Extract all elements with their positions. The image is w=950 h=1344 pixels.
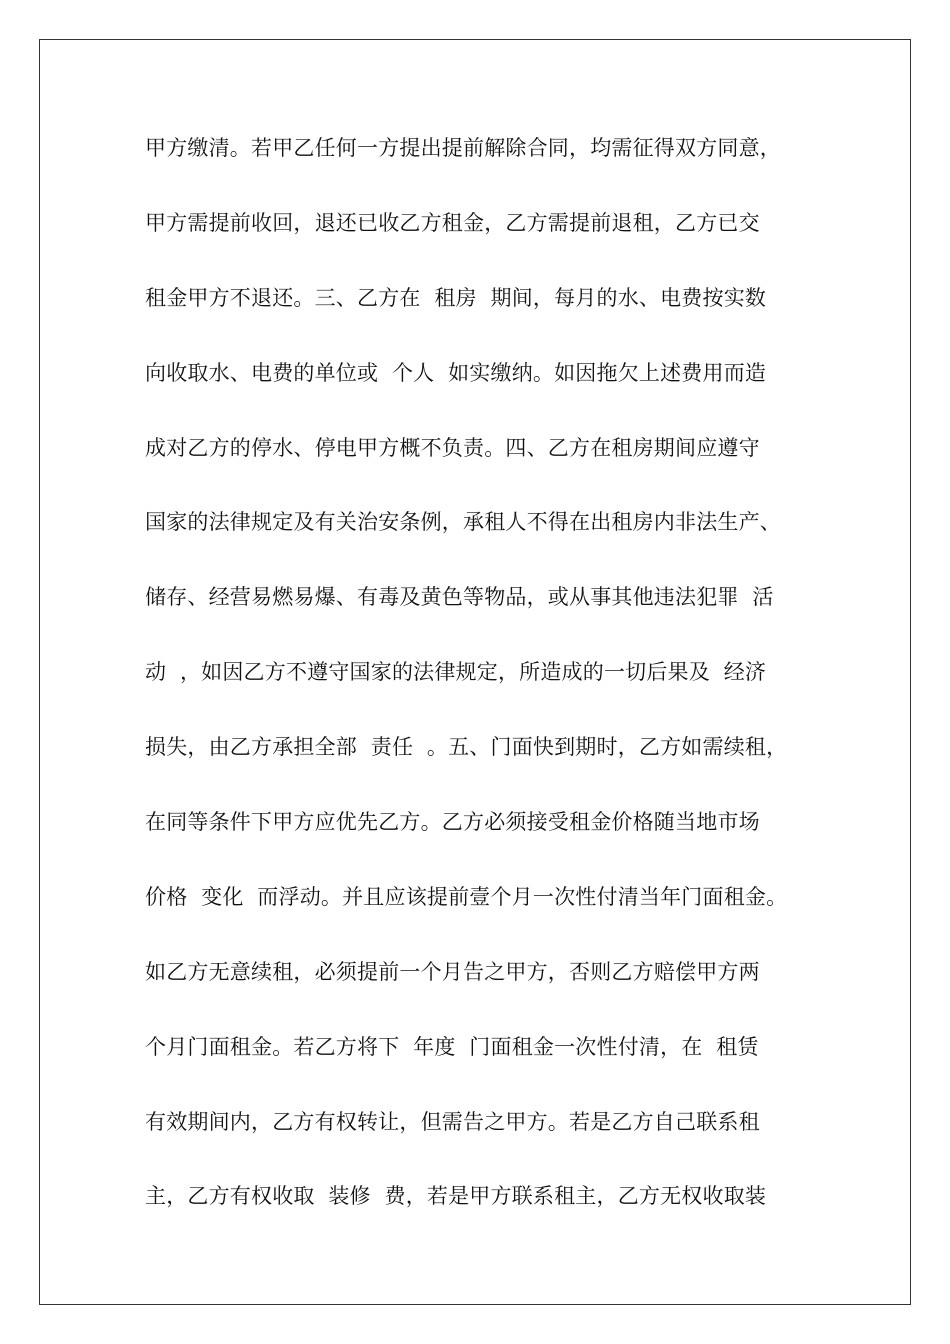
text-line: 如乙方无意续租，必须提前一个月告之甲方，否则乙方赔偿甲方两	[145, 959, 760, 984]
contract-text	[145, 128, 825, 1251]
text-line: 租金甲方不退还。三、乙方在 租房 期间，每月的水、电费按实数	[145, 285, 767, 310]
text-line: 储存、经营易燃易爆、有毒及黄色等物品，或从事其他违法犯罪 活	[145, 585, 774, 610]
text-line: 损失，由乙方承担全部 责任 。五、门面快到期时，乙方如需续租，	[145, 735, 788, 760]
text-line: 甲方需提前收回，退还已收乙方租金，乙方需提前退租，乙方已交	[145, 210, 760, 235]
text-line: 国家的法律规定及有关治安条例，承租人不得在出租房内非法生产、	[145, 510, 781, 535]
text-line: 个月门面租金。若乙方将下 年度 门面租金一次性付清，在 租赁	[145, 1034, 759, 1059]
text-line: 甲方缴清。若甲乙任何一方提出提前解除合同，均需征得双方同意，	[145, 136, 781, 160]
text-line: 主，乙方有权收取 装修 费，若是甲方联系租主，乙方无权收取装	[145, 1184, 767, 1209]
text-line: 动 ，如因乙方不遵守国家的法律规定，所造成的一切后果及 经济	[145, 660, 767, 685]
text-line: 有效期间内，乙方有权转让，但需告之甲方。若是乙方自己联系租	[145, 1109, 760, 1134]
text-line: 价格 变化 而浮动。并且应该提前壹个月一次性付清当年门面租金。	[145, 884, 788, 909]
text-line: 向收取水、电费的单位或 个人 如实缴纳。如因拖欠上述费用而造	[145, 360, 767, 385]
text-line: 在同等条件下甲方应优先乙方。乙方必须接受租金价格随当地市场	[145, 810, 760, 835]
text-line: 成对乙方的停水、停电甲方概不负责。四、乙方在租房期间应遵守	[145, 435, 760, 460]
